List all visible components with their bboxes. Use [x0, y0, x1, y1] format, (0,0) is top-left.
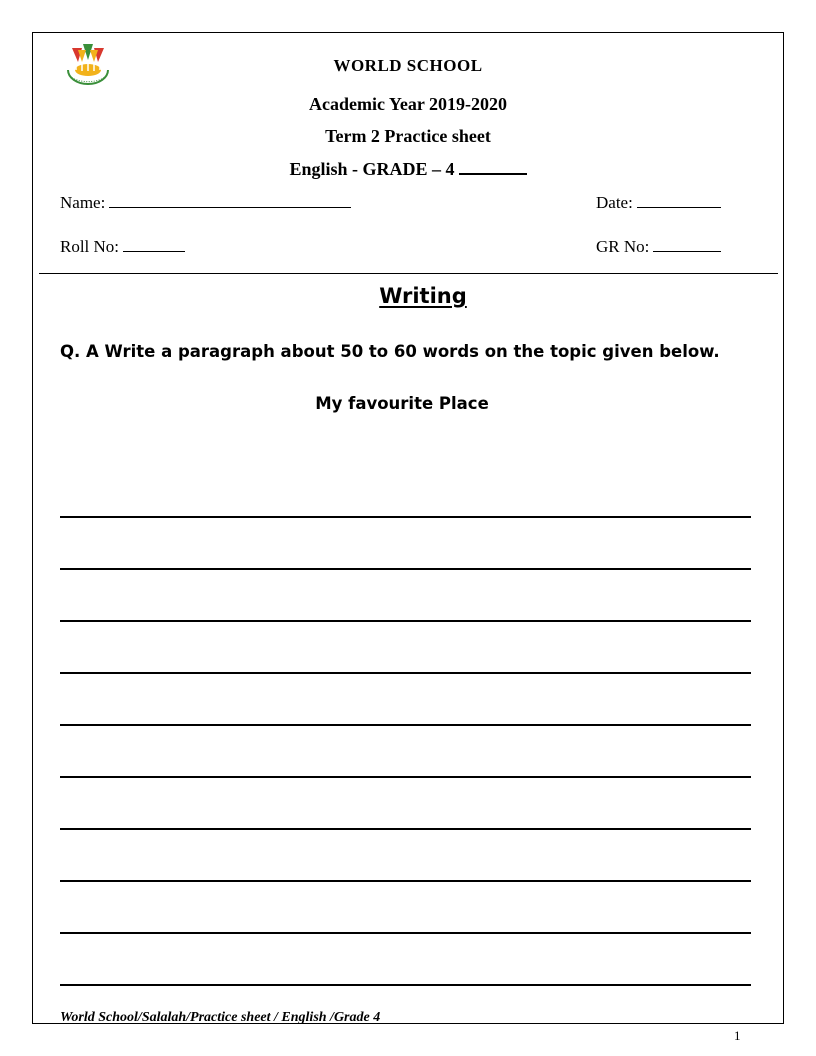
writing-line[interactable] [60, 724, 751, 726]
roll-label: Roll No: [60, 237, 120, 256]
writing-line[interactable] [60, 776, 751, 778]
page-footer: World School/Salalah/Practice sheet / English /Grade 4 [60, 1010, 381, 1025]
gr-label: GR No: [596, 237, 650, 256]
page-number: 1 [734, 1028, 741, 1043]
academic-year: Academic Year 2019-2020 [309, 94, 507, 114]
writing-line[interactable] [60, 984, 751, 986]
writing-line[interactable] [60, 568, 751, 570]
grade-section-blank[interactable] [459, 159, 527, 175]
writing-line[interactable] [60, 672, 751, 674]
date-blank[interactable] [637, 195, 721, 208]
name-label: Name: [60, 193, 106, 212]
writing-line[interactable] [60, 516, 751, 518]
roll-field [60, 237, 185, 257]
roll-blank[interactable] [123, 239, 185, 252]
date-label: Date: [596, 193, 633, 212]
subject-grade-heading [0, 159, 816, 180]
page-border [32, 32, 784, 1024]
name-field [60, 193, 351, 213]
gr-field [596, 237, 721, 257]
subject-grade-text: English - GRADE – 4 [289, 159, 455, 179]
header-divider [39, 273, 778, 274]
question-text: Q. A Write a paragraph about 50 to 60 words on the topic given below. [60, 342, 720, 361]
school-name: WORLD SCHOOL [333, 56, 483, 75]
topic-text: My favourite Place [315, 394, 489, 413]
term-heading: Term 2 Practice sheet [325, 126, 491, 146]
date-field [596, 193, 721, 213]
section-title: Writing [379, 284, 467, 308]
writing-line[interactable] [60, 932, 751, 934]
name-blank[interactable] [109, 195, 351, 208]
gr-blank[interactable] [653, 239, 721, 252]
writing-line[interactable] [60, 880, 751, 882]
writing-line[interactable] [60, 620, 751, 622]
writing-line[interactable] [60, 828, 751, 830]
